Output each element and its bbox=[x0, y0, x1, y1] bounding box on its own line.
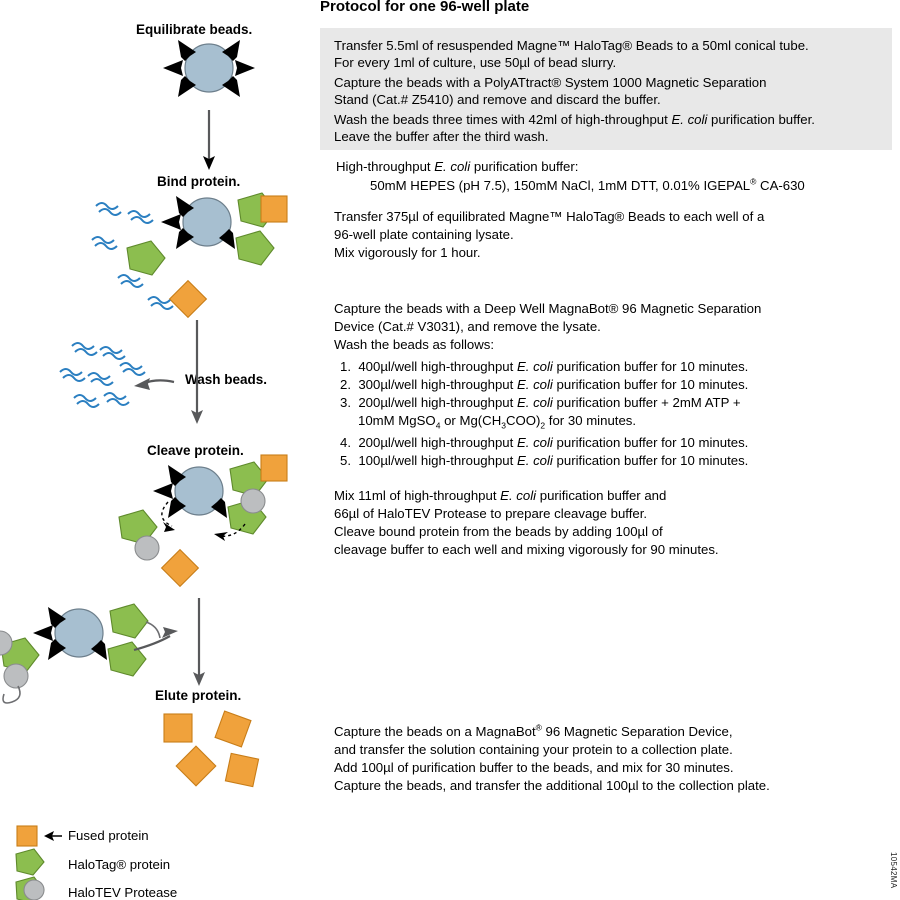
buffer-heading: High-throughput E. coli purification buffer: bbox=[336, 159, 579, 174]
elute-line-4: Capture the beads, and transfer the additional 100µl to the collection plate. bbox=[334, 778, 770, 793]
stage-3-graphic bbox=[119, 455, 287, 686]
elute-line-3: Add 100µl of purification buffer to the beads, and mix for 30 minutes. bbox=[334, 760, 734, 775]
bind-line-1: Transfer 375µl of equilibrated Magne™ HaloTag® Beads to each well of a bbox=[334, 209, 765, 224]
buffer-recipe: 50mM HEPES (pH 7.5), 150mM NaCl, 1mM DTT, 0.01% IGEPAL® CA-630 bbox=[370, 176, 805, 193]
stage-label-bind: Bind protein. bbox=[157, 174, 241, 189]
stage-label-wash: Wash beads. bbox=[185, 372, 268, 387]
figure-code: 10542MA bbox=[889, 851, 898, 888]
box-line-5: Wash the beads three times with 42ml of high-throughput E. coli purification buffer. bbox=[334, 112, 815, 127]
protocol-panel bbox=[310, 0, 900, 894]
box-line-3: Capture the beads with a PolyATtract® System 1000 Magnetic Separation bbox=[334, 75, 767, 90]
stage-1-graphic bbox=[163, 40, 255, 170]
wash-line-3: Wash the beads as follows: bbox=[334, 337, 495, 352]
legend-label-fused-protein: Fused protein bbox=[68, 828, 149, 843]
bind-line-2: 96-well plate containing lysate. bbox=[334, 227, 514, 242]
stage-4-graphic bbox=[0, 604, 178, 703]
wash-step-3-cont: 10mM MgSO$_4$ or $Mg(CH_3COO)_2$ for 30 minutes. bbox=[358, 413, 637, 431]
box-line-6: Leave the buffer after the third wash. bbox=[334, 129, 549, 144]
stage-label-cleave: Cleave protein. bbox=[147, 443, 244, 458]
legend-label-halotag-protein: HaloTag® protein bbox=[68, 857, 171, 872]
illustration-panel bbox=[0, 0, 310, 900]
wash-line-1: Capture the beads with a Deep Well MagnaBot® 96 Magnetic Separation bbox=[334, 301, 762, 316]
stage-5-graphic bbox=[164, 711, 259, 787]
cleave-line-3: Cleave bound protein from the beads by adding 100µl of bbox=[334, 524, 663, 539]
box-line-2: For every 1ml of culture, use 50µl of bead slurry. bbox=[334, 55, 617, 70]
cleave-line-1: Mix 11ml of high-throughput E. coli purification buffer and bbox=[334, 488, 667, 503]
cleave-line-4: cleavage buffer to each well and mixing vigorously for 90 minutes. bbox=[334, 542, 719, 557]
process-illustration bbox=[0, 0, 310, 820]
bind-line-3: Mix vigorously for 1 hour. bbox=[334, 245, 481, 260]
wash-step-3: 3. 200µl/well high-throughput E. coli purification buffer + 2mM ATP + bbox=[340, 395, 741, 410]
legend-label-halotev-protease: HaloTEV Protease bbox=[68, 885, 178, 900]
stage-label-equilibrate: Equilibrate beads. bbox=[136, 22, 253, 37]
wash-step-2: 2. 300µl/well high-throughput E. coli purification buffer for 10 minutes. bbox=[340, 377, 749, 392]
stage-label-elute: Elute protein. bbox=[155, 688, 242, 703]
wash-step-5: 5. 100µl/well high-throughput E. coli purification buffer for 10 minutes. bbox=[340, 453, 749, 468]
box-line-4: Stand (Cat.# Z5410) and remove and discard the buffer. bbox=[334, 92, 661, 107]
elute-line-1: Capture the beads on a MagnaBot® 96 Magnetic Separation Device, bbox=[334, 722, 733, 739]
box-line-1: Transfer 5.5ml of resuspended Magne™ HaloTag® Beads to a 50ml conical tube. bbox=[334, 38, 809, 53]
wash-step-4: 4. 200µl/well high-throughput E. coli purification buffer for 10 minutes. bbox=[340, 435, 749, 450]
elute-line-2: and transfer the solution containing your protein to a collection plate. bbox=[334, 742, 733, 757]
stage-2-graphic bbox=[60, 193, 287, 424]
wash-line-2: Device (Cat.# V3031), and remove the lysate. bbox=[334, 319, 601, 334]
cleave-line-2: 66µl of HaloTEV Protease to prepare cleavage buffer. bbox=[334, 506, 648, 521]
protocol-title: Protocol for one 96-well plate bbox=[320, 0, 530, 15]
wash-step-1: 1. 400µl/well high-throughput E. coli purification buffer for 10 minutes. bbox=[340, 359, 749, 374]
